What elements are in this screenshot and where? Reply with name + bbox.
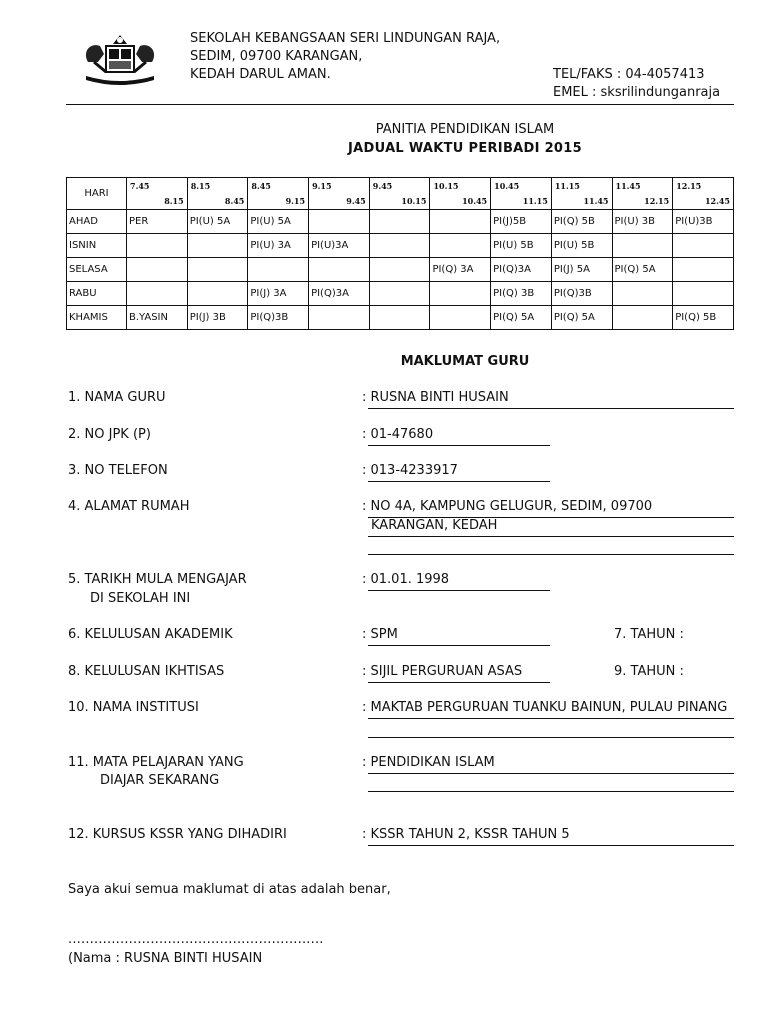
mata-pelajaran-label-line2: DIAJAR SEKARANG [100, 773, 220, 788]
nama-underline [368, 408, 734, 409]
slot-end-time: 8.45 [224, 196, 245, 206]
timetable-cell [673, 258, 734, 282]
signature-name: (Nama : RUSNA BINTI HUSAIN [68, 951, 263, 966]
slot-start-time: 10.15 [433, 181, 459, 191]
header-divider [66, 104, 734, 105]
nama-label: 1. NAMA GURU [68, 390, 166, 405]
timetable-cell: PI(Q) 5A [612, 258, 673, 282]
alamat-underline-2 [368, 536, 734, 537]
akademik-value: : SPM [362, 627, 398, 642]
slot-start-time: 7.45 [130, 181, 150, 191]
mata-pelajaran-label: 11. MATA PELAJARAN YANG [68, 755, 244, 770]
institusi-underline-2 [368, 737, 734, 738]
timetable-cell [369, 234, 430, 258]
tarikh-value: : 01.01. 1998 [362, 572, 450, 587]
timetable-cell [248, 258, 309, 282]
declaration-text: Saya akui semua maklumat di atas adalah benar, [68, 882, 391, 897]
timetable-cell [612, 306, 673, 330]
timetable-cell [673, 234, 734, 258]
timetable-cell [369, 258, 430, 282]
slot-start-time: 9.45 [372, 181, 393, 191]
telefon-label: 3. NO TELEFON [68, 463, 168, 478]
slot-start-time: 8.15 [190, 181, 211, 191]
timetable-cell [127, 234, 188, 258]
timetable-cell [309, 258, 370, 282]
alamat-label: 4. ALAMAT RUMAH [68, 499, 190, 514]
timetable-cell [430, 234, 491, 258]
slot-start-time: 11.45 [615, 181, 641, 191]
timetable-cell: PI(U)3B [673, 210, 734, 234]
timetable-cell: PI(U) 5B [491, 234, 552, 258]
time-slot-header [430, 178, 491, 210]
school-email: EMEL : sksrilindunganraja [553, 85, 721, 100]
time-slot-header [127, 178, 188, 210]
mata-pelajaran-underline-1 [368, 773, 734, 774]
day-label: ISNIN [67, 234, 127, 258]
day-label: AHAD [67, 210, 127, 234]
timetable-cell: PI(Q)3B [248, 306, 309, 330]
kssr-label: 12. KURSUS KSSR YANG DIHADIRI [68, 827, 287, 842]
timetable-cell: PI(J) 5A [551, 258, 612, 282]
slot-start-time: 9.15 [312, 181, 332, 191]
kssr-value: : KSSR TAHUN 2, KSSR TAHUN 5 [362, 827, 570, 842]
slot-end-time: 9.15 [285, 196, 306, 206]
timetable-cell [369, 210, 430, 234]
timetable-cell [430, 282, 491, 306]
section-title: MAKLUMAT GURU [400, 354, 530, 369]
timetable-cell: PI(U) 3B [612, 210, 673, 234]
timetable-cell [673, 282, 734, 306]
timetable-cell [430, 306, 491, 330]
timetable-cell: PI(Q) 3B [491, 282, 552, 306]
institusi-label: 10. NAMA INSTITUSI [68, 700, 199, 715]
mata-pelajaran-underline-2 [368, 791, 734, 792]
timetable-cell: PI(J) 3B [187, 306, 248, 330]
slot-end-time: 10.15 [401, 196, 427, 206]
school-state-line: KEDAH DARUL AMAN. [190, 67, 331, 82]
hari-header: HARI [67, 178, 127, 210]
timetable-cell [612, 282, 673, 306]
timetable-row [67, 282, 734, 306]
nama-value: : RUSNA BINTI HUSAIN [362, 390, 509, 405]
tahun-9-label: 9. TAHUN : [614, 664, 684, 679]
timetable-cell: PI(Q)3B [551, 282, 612, 306]
time-slot-header [309, 178, 370, 210]
timetable-cell [309, 210, 370, 234]
slot-end-time: 11.45 [583, 196, 609, 206]
slot-end-time: 8.15 [164, 196, 184, 206]
school-tel: TEL/FAKS : 04-4057413 [553, 67, 705, 82]
time-slot-header [491, 178, 552, 210]
timetable-cell [612, 234, 673, 258]
slot-start-time: 8.45 [251, 181, 271, 191]
timetable-cell [127, 282, 188, 306]
timetable-row [67, 234, 734, 258]
school-address-line: SEDIM, 09700 KARANGAN, [190, 49, 363, 64]
alamat-value-line2: KARANGAN, KEDAH [371, 518, 498, 533]
school-name: SEKOLAH KEBANGSAAN SERI LINDUNGAN RAJA, [190, 31, 501, 46]
signature-dots: ........................................................... [68, 932, 324, 947]
akademik-underline [368, 645, 550, 646]
slot-end-time: 12.45 [704, 196, 730, 206]
tarikh-underline [368, 590, 550, 591]
slot-start-time: 12.15 [676, 181, 702, 191]
timetable-row [67, 210, 734, 234]
timetable-cell: PI(U) 3A [248, 234, 309, 258]
timetable-cell: PI(Q) 5B [551, 210, 612, 234]
day-label: KHAMIS [67, 306, 127, 330]
telefon-underline [368, 481, 550, 482]
timetable-cell: PI(J) 3A [248, 282, 309, 306]
alamat-value-line1: : NO 4A, KAMPUNG GELUGUR, SEDIM, 09700 [362, 499, 653, 514]
telefon-value: : 013-4233917 [362, 463, 458, 478]
time-slot-header [673, 178, 734, 210]
slot-end-time: 10.45 [462, 196, 488, 206]
school-crest-logo [80, 32, 160, 86]
time-slot-header [248, 178, 309, 210]
timetable-cell [187, 234, 248, 258]
timetable-cell [187, 282, 248, 306]
timetable-cell: PI(U) 5A [187, 210, 248, 234]
kssr-underline [368, 845, 734, 846]
time-slot-header [612, 178, 673, 210]
day-label: SELASA [67, 258, 127, 282]
ikhtisas-underline [368, 682, 550, 683]
timetable-cell [187, 258, 248, 282]
timetable-cell [309, 306, 370, 330]
timetable-row [67, 258, 734, 282]
timetable-header-row [67, 178, 734, 210]
ikhtisas-label: 8. KELULUSAN IKHTISAS [68, 664, 225, 679]
timetable-cell: PI(U) 5B [551, 234, 612, 258]
timetable-cell: PI(Q) 5B [673, 306, 734, 330]
timetable-row [67, 306, 734, 330]
timetable-cell [369, 306, 430, 330]
tarikh-label: 5. TARIKH MULA MENGAJAR [68, 572, 247, 587]
time-slot-header [187, 178, 248, 210]
timetable-cell: PI(Q) 5A [551, 306, 612, 330]
timetable-cell: PI(Q) 3A [430, 258, 491, 282]
timetable-cell: PI(Q) 5A [491, 306, 552, 330]
slot-start-time: 11.15 [554, 181, 580, 191]
day-label: RABU [67, 282, 127, 306]
slot-end-time: 9.45 [346, 196, 366, 206]
tarikh-label-line2: DI SEKOLAH INI [90, 591, 191, 606]
timetable-cell: PI(J)5B [491, 210, 552, 234]
institusi-underline-1 [368, 718, 734, 719]
timetable-cell: PI(U)3A [309, 234, 370, 258]
timetable-cell [430, 210, 491, 234]
jpk-label: 2. NO JPK (P) [68, 427, 151, 442]
time-slot-header [369, 178, 430, 210]
timetable-cell [127, 258, 188, 282]
jpk-value: : 01-47680 [362, 427, 434, 442]
institusi-value: : MAKTAB PERGURUAN TUANKU BAINUN, PULAU PINANG [362, 700, 728, 715]
timetable-cell [369, 282, 430, 306]
jpk-underline [368, 445, 550, 446]
timetable-cell: PER [127, 210, 188, 234]
timetable-cell: PI(U) 5A [248, 210, 309, 234]
timetable-cell: PI(Q)3A [309, 282, 370, 306]
timetable [66, 177, 734, 330]
akademik-label: 6. KELULUSAN AKADEMIK [68, 627, 233, 642]
mata-pelajaran-value: : PENDIDIKAN ISLAM [362, 755, 495, 770]
timetable-title: JADUAL WAKTU PERIBADI 2015 [348, 141, 582, 156]
time-slot-header [551, 178, 612, 210]
slot-end-time: 11.15 [522, 196, 548, 206]
timetable-cell: B.YASIN [127, 306, 188, 330]
timetable-cell: PI(Q)3A [491, 258, 552, 282]
committee-title: PANITIA PENDIDIKAN ISLAM [375, 122, 555, 137]
ikhtisas-value: : SIJIL PERGURUAN ASAS [362, 664, 523, 679]
slot-start-time: 10.45 [494, 181, 520, 191]
slot-end-time: 12.15 [644, 196, 670, 206]
alamat-underline-3 [368, 554, 734, 555]
tahun-7-label: 7. TAHUN : [614, 627, 684, 642]
